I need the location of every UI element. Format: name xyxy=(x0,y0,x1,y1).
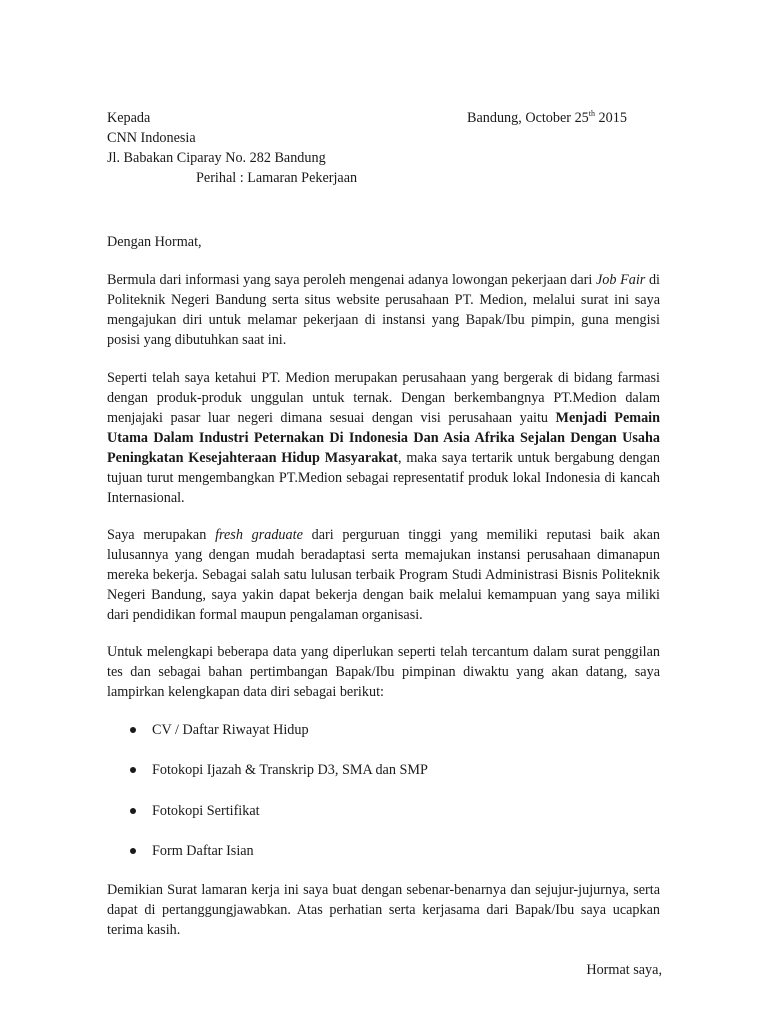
list-item: Form Daftar Isian xyxy=(107,841,428,881)
letter-date: Bandung, October 25th 2015 xyxy=(467,109,627,126)
list-item: CV / Daftar Riwayat Hidup xyxy=(107,720,428,760)
list-item: Fotokopi Sertifikat xyxy=(107,801,428,841)
paragraph-4: Untuk melengkapi beberapa data yang diperlukan seperti telah tercantum dalam surat penggilan tes dan sebagai bahan pertimbangan Bapak/Ibu pimpinan diwaktu yang akan datang, saya lampirkan kelengkapan data diri sebagai berikut: xyxy=(107,644,660,700)
paragraph-5: Demikian Surat lamaran kerja ini saya buat dengan sebenar-benarnya dan sejujur-jujurnya, serta dapat di pertanggungjawabkan. Atas perhatian serta kerjasama dari Bapak/Ibu saya ucapkan terima kasih. xyxy=(107,882,660,938)
attachment-list xyxy=(107,720,428,881)
paragraph-2: Seperti telah saya ketahui PT. Medion merupakan perusahaan yang bergerak di bidang farmasi dengan produk-produk unggulan untuk ternak. Dengan berkembangnya PT.Medion dalam menjajaki pasar luar negeri dimana sesuai dengan visi perusahaan yaitu Menjadi Pemain Utama Dalam Industri Peternakan Di Indonesia Dan Asia Afrika Sejalan Dengan Usaha Peningkatan Kesejahteraan Hidup Masyarakat, maka saya tertarik untuk bergabung dengan tujuan turut mengembangkan PT.Medion sebagai representatif produk lokal Indonesia di kancah Internasional. xyxy=(107,370,660,506)
paragraph-3: Saya merupakan fresh graduate dari perguruan tinggi yang memiliki reputasi baik akan lulusannya yang dengan mudah beradaptasi serta memajukan instansi perusahaan dimanapun mereka bekerja. Sebagai salah satu lulusan terbaik Program Studi Administrasi Bisnis Politeknik Negeri Bandung, saya yakin dapat bekerja dengan baik melalui kemampuan yang saya miliki dari pendidikan formal maupun pengalaman organisasi. xyxy=(107,527,661,623)
bullet-icon xyxy=(130,848,136,854)
paragraph-1: Bermula dari informasi yang saya peroleh mengenai adanya lowongan pekerjaan dari Job Fair di Politeknik Negeri Bandung serta situs website perusahaan PT. Medion, melalui surat ini saya mengajukan diri untuk melamar pekerjaan di instansi yang Bapak/Ibu pimpin, guna mengisi posisi yang dibutuhkan saat ini. xyxy=(107,272,660,348)
bullet-icon xyxy=(130,808,136,814)
closing: Hormat saya, xyxy=(586,962,662,978)
bullet-icon xyxy=(130,767,136,773)
recipient-address: Jl. Babakan Ciparay No. 282 Bandung xyxy=(107,150,326,166)
letter-subject: Perihal : Lamaran Pekerjaan xyxy=(196,170,358,186)
recipient-name: CNN Indonesia xyxy=(107,130,196,146)
bullet-icon xyxy=(130,727,136,733)
salutation: Dengan Hormat, xyxy=(107,234,202,250)
recipient-label: Kepada xyxy=(107,110,151,126)
list-item: Fotokopi Ijazah & Transkrip D3, SMA dan SMP xyxy=(107,760,428,800)
